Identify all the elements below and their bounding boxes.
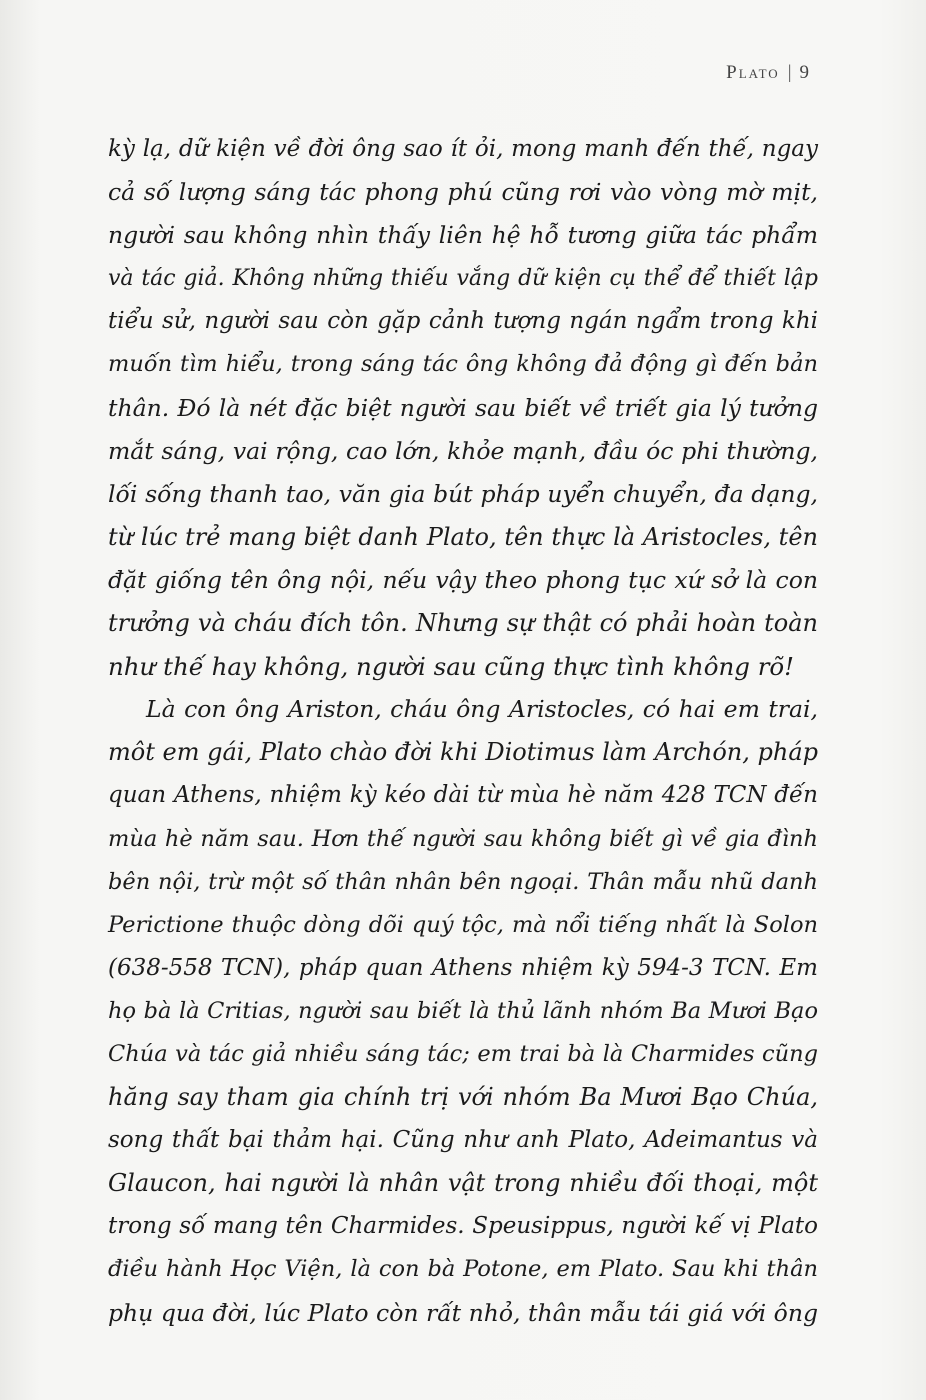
header-separator: | [787, 62, 794, 83]
running-title: Plato [726, 62, 780, 83]
text-line: môt em gái, Plato chào đời khi Diotimus làm Archón, pháp [108, 738, 818, 767]
text-line: họ bà là Critias, người sau biết là thủ lãnh nhóm Ba Mươi Bạo [108, 997, 818, 1024]
running-header [726, 62, 811, 84]
text-line: lối sống thanh tao, văn gia bút pháp uyển chuyển, đa dạng, [108, 479, 818, 508]
text-line: thân. Đó là nét đặc biệt người sau biết về triết gia lý tưởng [108, 393, 818, 422]
text-line: trong số mang tên Charmides. Speusippus, người kế vị Plato [108, 1213, 818, 1240]
text-line: mùa hè năm sau. Hơn thế người sau không biết gì về gia đình [108, 825, 818, 852]
text-line: Chúa và tác giả nhiều sáng tác; em trai bà là Charmides cũng [108, 1040, 818, 1067]
text-line: điều hành Học Viện, là con bà Potone, em Plato. Sau khi thân [108, 1256, 818, 1283]
text-line: quan Athens, nhiệm kỳ kéo dài từ mùa hè năm 428 TCN đến [108, 782, 818, 809]
text-line: Là con ông Ariston, cháu ông Aristocles, có hai em trai, [146, 695, 818, 724]
text-line: như thế hay không, người sau cũng thực tình không rõ! [108, 652, 795, 682]
text-line: Perictione thuộc dòng dõi quý tộc, mà nổi tiếng nhất là Solon [108, 911, 818, 938]
text-line: đặt giống tên ông nội, nếu vậy theo phong tục xứ sở là con [108, 565, 818, 594]
text-line: mắt sáng, vai rộng, cao lớn, khỏe mạnh, đầu óc phi thường, [108, 436, 818, 465]
text-line: phụ qua đời, lúc Plato còn rất nhỏ, thân mẫu tái giá với ông [108, 1298, 818, 1327]
text-line: bên nội, trừ một số thân nhân bên ngoại. Thân mẫu nhũ danh [108, 868, 818, 895]
page-number: 9 [799, 62, 811, 83]
text-line: từ lúc trẻ mang biệt danh Plato, tên thực là Aristocles, tên [108, 522, 818, 551]
text-line: song thất bại thảm hại. Cũng như anh Plato, Adeimantus và [108, 1127, 818, 1154]
text-line: người sau không nhìn thấy liên hệ hỗ tương giữa tác phẩm [108, 221, 818, 250]
text-line: và tác giả. Không những thiếu vắng dữ kiện cụ thể để thiết lập [108, 266, 818, 292]
text-line: cả số lượng sáng tác phong phú cũng rơi vào vòng mờ mịt, [108, 178, 818, 207]
text-line: hăng say tham gia chính trị với nhóm Ba Mươi Bạo Chúa, [108, 1083, 818, 1112]
body-text [108, 128, 818, 1335]
text-line: tiểu sử, người sau còn gặp cảnh tượng ngán ngẩm trong khi [108, 308, 818, 335]
text-line: Glaucon, hai người là nhân vật trong nhiều đối thoại, một [108, 1169, 818, 1198]
text-line: muốn tìm hiểu, trong sáng tác ông không đả động gì đến bản [108, 351, 818, 378]
text-line: (638-558 TCN), pháp quan Athens nhiệm kỳ 594-3 TCN. Em [108, 954, 818, 981]
text-line: trưởng và cháu đích tôn. Nhưng sự thật có phải hoàn toàn [108, 609, 818, 638]
text-line: kỳ lạ, dữ kiện về đời ông sao ít ỏi, mong manh đến thế, ngay [108, 136, 818, 162]
